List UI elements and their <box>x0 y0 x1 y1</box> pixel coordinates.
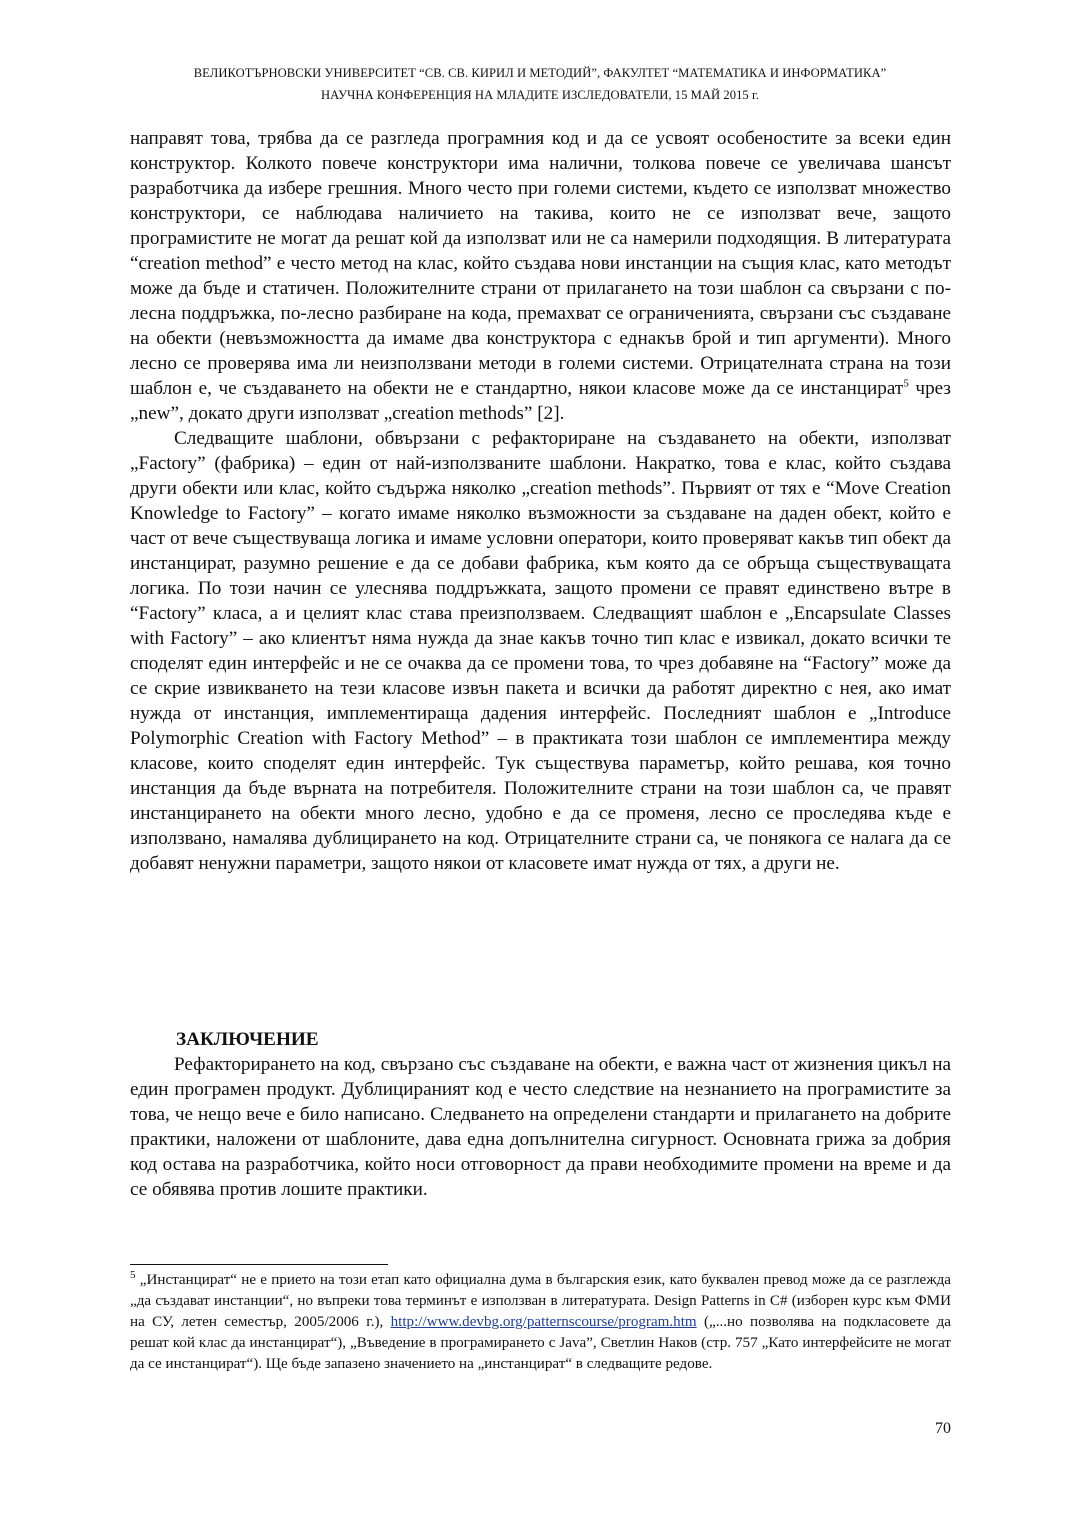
header-line-conference: НАУЧНА КОНФЕРЕНЦИЯ НА МЛАДИТЕ ИЗСЛЕДОВАТЕЛИ, 15 МАЙ 2015 г. <box>321 88 759 102</box>
section-heading-conclusion: ЗАКЛЮЧЕНИЕ <box>176 1029 319 1050</box>
paragraph-text-continued: чрез „new”, докато други използват „creation methods” [2]. <box>130 378 951 424</box>
footnote-separator <box>130 1264 388 1265</box>
paragraph-creation-method <box>130 126 951 426</box>
footnote-text: „Инстанцират“ не е прието на този етап като официална дума в българския език, като буквален превод може да се разглежда „да създават инстанции“, но въпреки това терминът е използван в литературата. Design Patterns in C# (изборен курс към ФМИ на СУ, летен семестър, 2005/2006 г.), <box>130 1272 951 1330</box>
footnote-link[interactable]: http://www.devbg.org/patternscourse/program.htm <box>390 1314 697 1330</box>
running-header <box>120 62 960 106</box>
footnote-reference[interactable]: 5 <box>903 377 909 390</box>
body-text <box>130 126 951 876</box>
paragraph-text: направят това, трябва да се разгледа програмния код и да се усвоят особеностите за всеки един конструктор. Колкото повече конструктори има налични, толкова повече се увеличава шансът разработчика да избере грешния. Много често при големи системи, където се използват множество конструктори, се наблюдава наличието на такива, които не се използват вече, защото програмистите не могат да решат кой да използват или не са намерили подходящия. В литературата “creation method” е често метод на клас, който създава нови инстанции на същия клас, като методът може да бъде и статичен. Положителните страни от прилагането на този шаблон са свързани с по-лесна поддръжка, по-лесно разбиране на кода, премахват се ограниченията, свързани със създаване на обекти (невъзможността да имаме два конструктора с еднакъв брой и тип аргументи). Много лесно се проверява има ли неизползвани методи в големи системи. Отрицателната страна на този шаблон е, че създаването на обекти не е стандартно, някои класове може да се инстанцират <box>130 128 951 399</box>
footnote-text-continued: („...но позволява на подкласовете да решат кой клас да инстанцират“), „Въведение в програмирането с Java”, Светлин Наков (стр. 757 „Като интерфейсите не могат да се инстанцират“). Ще бъде запазено значението на „инстанцират“ в следващите редове. <box>130 1314 951 1372</box>
paragraph-factory-patterns: Следващите шаблони, обвързани с рефакториране на създаването на обекти, използват „Factory” (фабрика) – един от най-използваните шаблони. Накратко, това е клас, който създава други обекти или клас, който съдържа няколко „creation methods”. Първият от тях е “Move Creation Knowledge to Factory” – когато имаме няколко възможности за създаване на даден обект, който е част от вече съществуваща логика и имаме условни оператори, които проверяват какъв тип обект да инстанцират, разумно решение е да се добави фабрика, към която да се обръща съществуващата логика. По този начин се улеснява поддръжката, защото промени се правят единствено вътре в “Factory” класа, а и целият клас става преизползваем. Следващият шаблон е „Encapsulate Classes with Factory” – ако клиентът няма нужда да знае какъв точно тип клас е извикал, докато всички те споделят един интерфейс и не се очаква да се промени това, то чрез добавяне на “Factory” може да се скрие извикването на тези класове извън пакета и всички да работят директно с нея, ако имат нужда от инстанция, имплементираща дадения интерфейс. Последният шаблон е „Introduce Polymorphic Creation with Factory Method” – в практиката този шаблон се имплементира между класове, които споделят един интерфейс. Тук съществува параметър, който решава, коя точно инстанция да бъде върната на потребителя. Положителните страни на този шаблон са, че правят инстанцирането на обекти много лесно, удобно е да се променя, лесно се проследява къде е използвано, намалява дублицирането на код. Отрицателните страни са, че понякога се налага да се добавят ненужни параметри, защото някои от класовете имат нужда от тях, а други не. <box>130 428 951 874</box>
page-number: 70 <box>935 1420 951 1437</box>
header-line-university: ВЕЛИКОТЪРНОВСКИ УНИВЕРСИТЕТ “СВ. СВ. КИРИЛ И МЕТОДИЙ”, ФАКУЛТЕТ “МАТЕМАТИКА И ИНФОРМАТИКА” <box>193 66 887 80</box>
paragraph-conclusion: Рефакторирането на код, свързано със създаване на обекти, е важна част от жизнения цикъл на един програмен продукт. Дублицираният код е често следствие на незнанието на програмистите за това, че нещо вече е било написано. Следването на определени стандарти и прилагането на добрите практики, наложени от шаблоните, дава една допълнителна сигурност. Основната грижа за добрия код остава на разработчика, който носи отговорност да прави необходимите промени на време и да се обявява против лошите практики. <box>130 1054 951 1200</box>
footnote-number: 5 <box>130 1268 136 1281</box>
footnote <box>130 1270 951 1375</box>
